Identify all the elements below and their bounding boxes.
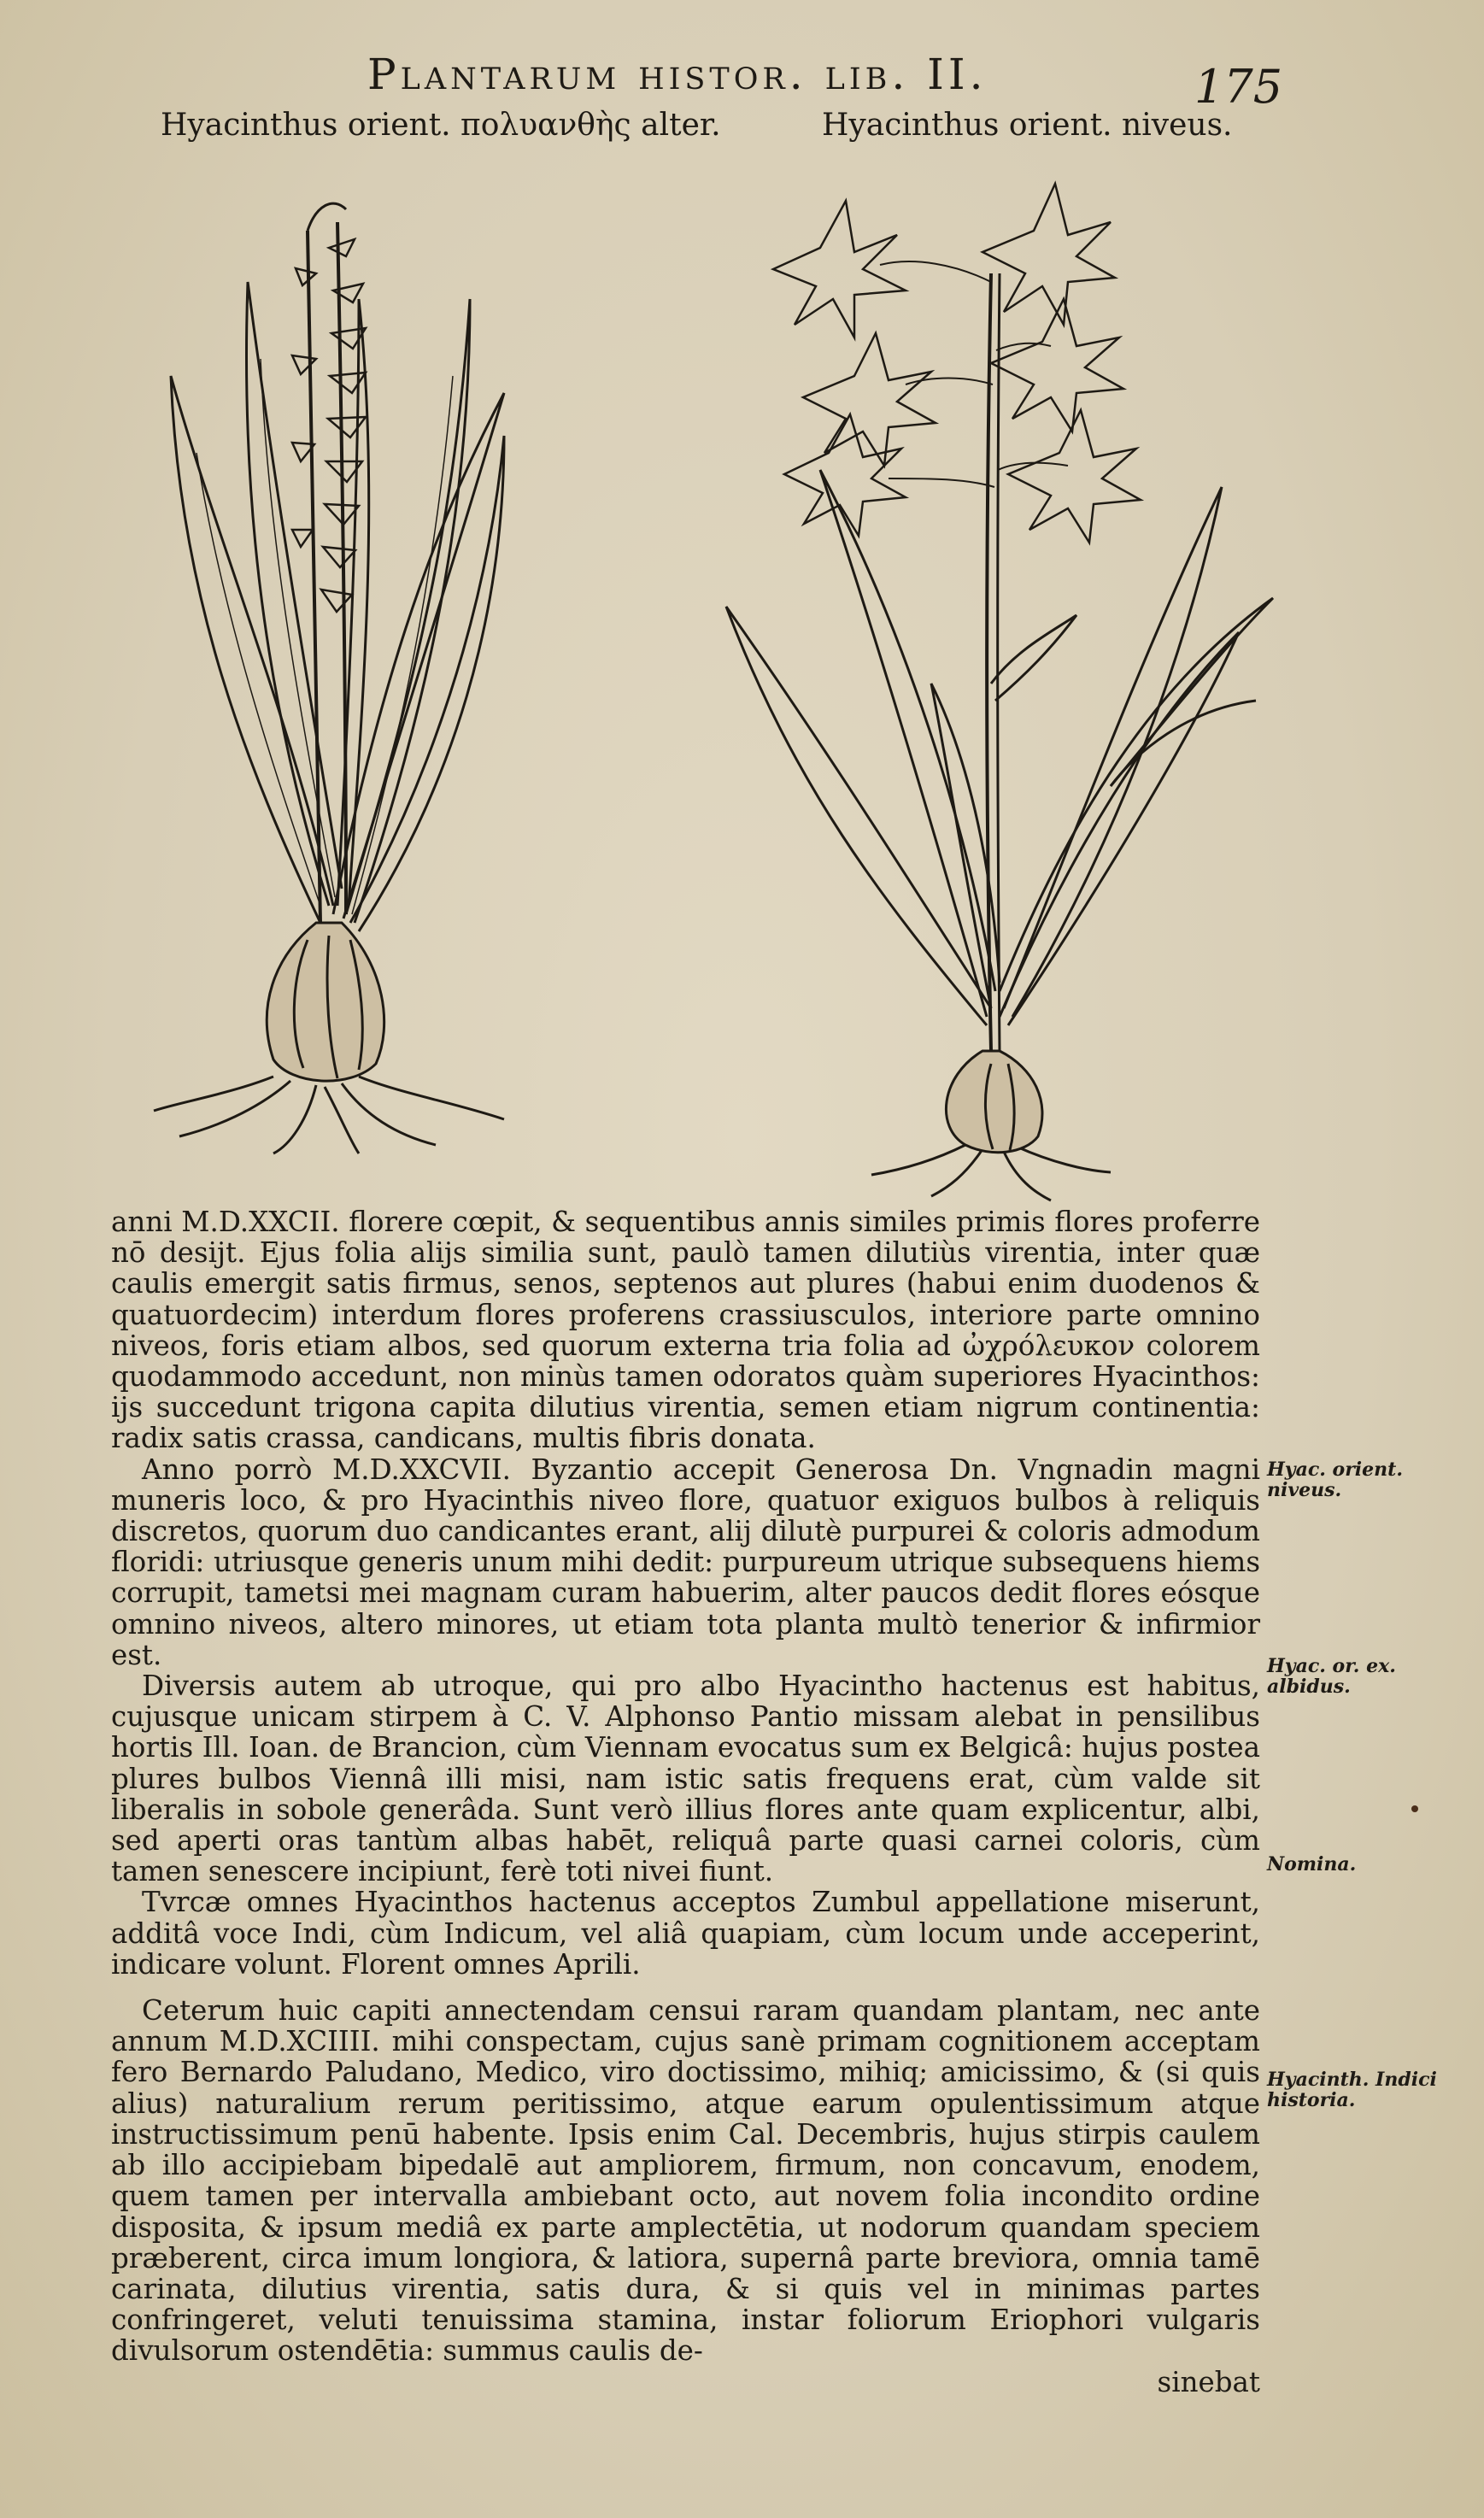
body-text: [111, 1206, 1260, 2398]
woodcut-hyacinth-polyanthes: [145, 171, 521, 1162]
page-number: 175: [1194, 60, 1283, 114]
paragraph-2: Anno porrò M.D.XXCVII. Byzantio accepit Generosa Dn. Vngnadin magni muneris loco, & pro Hyacinthis niveo flore, quatuor exiguos bulbos à reliquis discretos, quorum duo candicantes erant, alij dilutè purpurei & coloris admodum floridi: utriusque generis unum mihi dedit: purpureum utrique subsequens hiems corrupit, tametsi mei magnam curam habuerim, alter paucos dedit flores eósque omnino niveos, altero minores, ut etiam tota planta multò tenerior & infirmior est.: [111, 1453, 1260, 1671]
margin-note-albidus: Hyac. or. ex. albidus.: [1267, 1655, 1396, 1698]
running-head: Plantarum histor. lib. II.: [367, 50, 988, 99]
figure-caption-right: Hyacinthus orient. niveus.: [822, 108, 1233, 143]
paragraph-3: Diversis autem ab utroque, qui pro albo Hyacintho hactenus est habitus, cujusque unicam stirpem à C. V. Alphonso Pantio missam alebat in pensilibus hortis Ill. Ioan. de Brancion, cùm Viennam evocatus sum ex Belgicâ: hujus postea plures bulbos Viennâ illi misi, nam istic satis frequens erat, cùm valde sit liberalis in sobole generâda. Sunt verò illius flores ante quam explicentur, albi, sed aperti oras tantùm albas habēt, reliquâ parte quasi carnei coloris, cùm tamen senescere incipiunt, ferè toti nivei fiunt.: [111, 1670, 1260, 1888]
paragraph-1: anni M.D.XXCII. florere cœpit, & sequentibus annis similes primis flores proferre nō desijt. Ejus folia alijs similia sunt, paulò tamen dilutiùs virentia, inter quæ caulis emergit satis firmus, senos, septenos aut plures (habui enim duodenos & quatuordecim) interdum flores proferens crassiusculos, interiore parte omnino niveos, foris etiam albos, sed quorum externa tria folia ad ὠχρόλευκον colorem quodammodo accedunt, non minùs tamen odoratos quàm superiores Hyacinthos: ijs succedunt trigona capita dilutius virentia, semen etiam nigrum continentia: radix satis crassa, candicans, multis fibris donata.: [111, 1206, 1260, 1455]
margin-note-nomina: Nomina.: [1267, 1853, 1357, 1875]
margin-note-historia: Hyacinth. Indici historia.: [1267, 2069, 1437, 2111]
figure-caption-left: Hyacinthus orient. πολυανθὴς alter.: [161, 108, 721, 143]
paragraph-5: Ceterum huic capiti annectendam censui raram quandam plantam, nec ante annum M.D.XCIIII. mihi conspectam, cujus sanè primam cognitionem acceptam fero Bernardo Paludano, Medico, viro doctissimo, mihiq; amicissimo, & (si quis alius) naturalium rerum peritissimo, atque earum opulentissimum atque instructissimum penū habente. Ipsis enim Cal. Decembris, hujus stirpis caulem ab illo accipiebam bipedalē aut ampliorem, firmum, non concavum, enodem, quem tamen per intervalla ambiebant octo, aut novem folia incondito ordine disposita, & ipsum mediâ ex parte amplectētia, ut nodorum quandam speciem præberent, circa imum longiora, & latiora, supernâ parte breviora, omnia tamē carinata, dilutius virentia, satis dura, & si quis vel in minimas partes confringeret, veluti tenuissima stamina, instar foliorum Eriophori vulgaris divulsorum ostendētia: summus caulis de-: [111, 1994, 1260, 2368]
woodcut-hyacinth-niveus: [709, 171, 1290, 1205]
margin-note-niveus: Hyac. orient. niveus.: [1267, 1459, 1403, 1501]
ink-stain: [1411, 1805, 1418, 1812]
catchword: sinebat: [1157, 2365, 1260, 2398]
paragraph-4: Tvrcæ omnes Hyacinthos hactenus acceptos Zumbul appellatione miserunt, additâ voce Indi, cùm Indicum, vel aliâ quapiam, cùm locum unde acceperint, indicare volunt. Florent omnes Aprili.: [111, 1886, 1260, 1981]
